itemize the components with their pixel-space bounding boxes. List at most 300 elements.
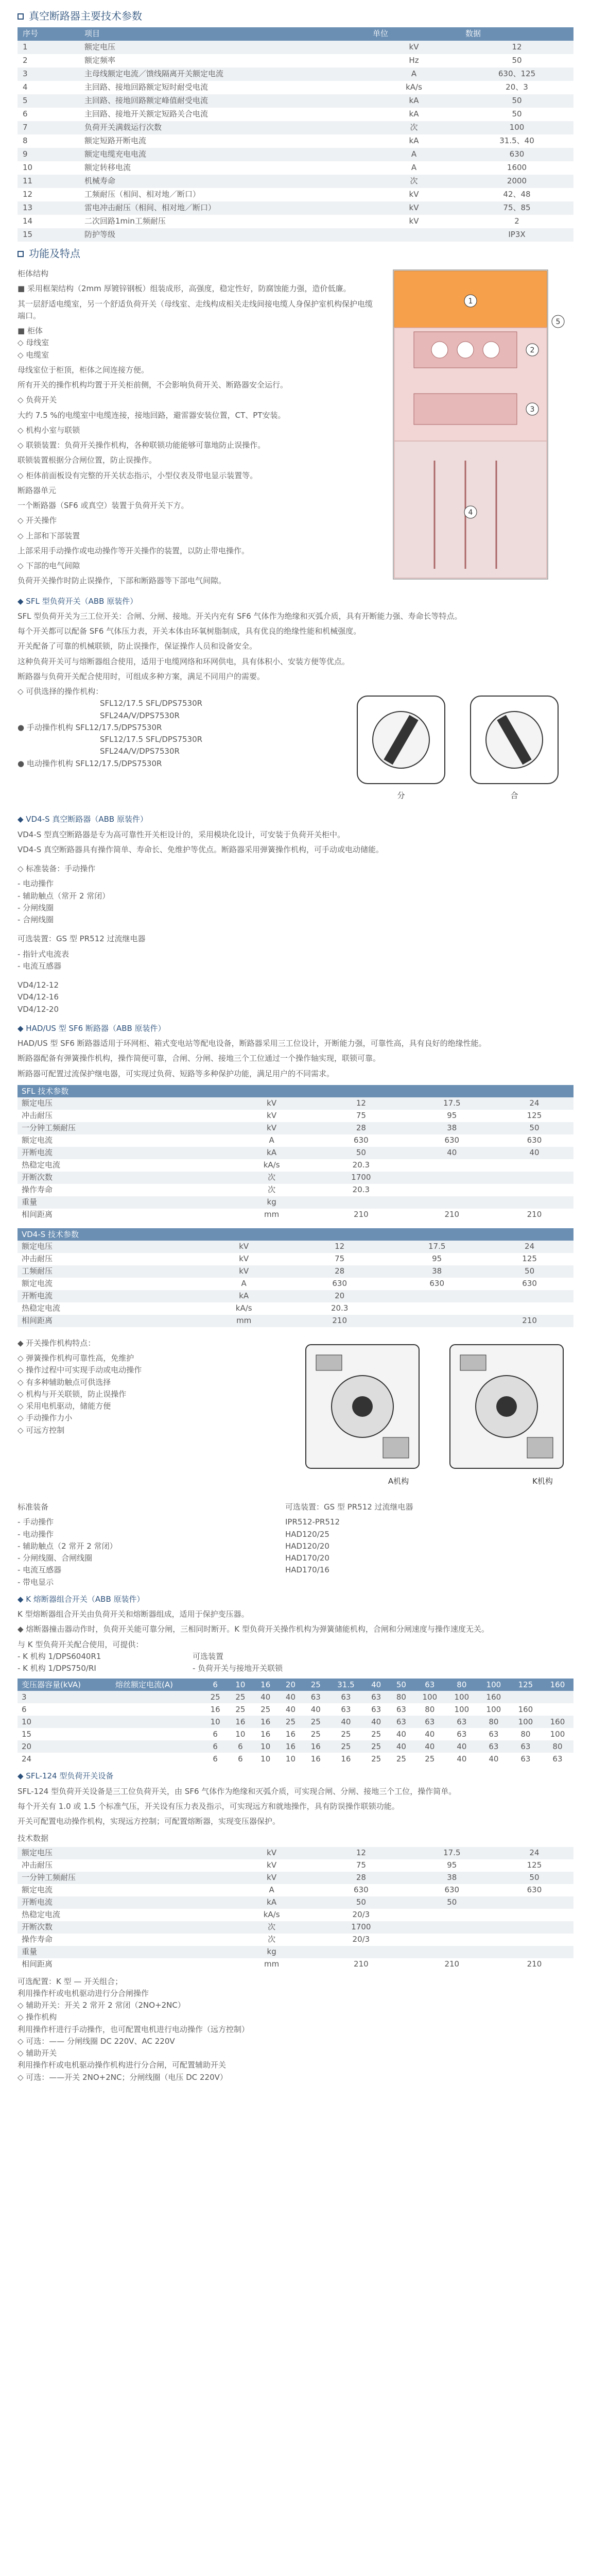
table-cell: 5: [18, 94, 79, 108]
table-cell: 630: [460, 148, 573, 161]
table-cell: 50: [314, 1896, 409, 1909]
table-cell: A: [197, 1278, 291, 1290]
table-row: [18, 188, 573, 201]
table-row: [18, 108, 573, 121]
table-cell: 25: [389, 1753, 414, 1765]
table-cell: 13: [18, 201, 79, 215]
table-cell: 额定电流: [18, 1884, 230, 1896]
table-cell: 63: [328, 1691, 364, 1703]
had-title: ◆ HAD/US 型 SF6 断路器（ABB 原装件）: [18, 1023, 166, 1033]
col-header: 100: [478, 1679, 510, 1691]
cabinet-diagram: [383, 265, 573, 590]
table-cell: [409, 1921, 495, 1934]
table-cell: 7: [18, 121, 79, 134]
table-cell: 16: [253, 1728, 278, 1740]
col-header: 项目: [79, 27, 368, 41]
table-cell: 630: [485, 1278, 573, 1290]
table-cell: [542, 1691, 573, 1703]
table-cell: 4: [18, 81, 79, 94]
table-row: [18, 1097, 573, 1110]
sfl-tech-table-block: [18, 1085, 573, 1221]
table-cell: 50: [495, 1872, 573, 1884]
table-row: [18, 1278, 573, 1290]
table-cell: 12: [291, 1241, 388, 1253]
callout-label: 3: [530, 405, 535, 414]
table-cell: 17.5: [388, 1241, 485, 1253]
switch-pole: [431, 342, 448, 358]
kfa-paragraph: ◆ 熔断器撞击器动作时，负荷开关能可靠分闸，三相同时断开。K 型负荷开关操作机构为弹簧储能机构，合闸和分闸速度与操作速度无关。: [18, 1624, 489, 1634]
kfa-paragraph: 与 K 型负荷开关配合使用，可提供：: [18, 1639, 144, 1649]
std-right: [285, 1498, 573, 1588]
feature-item: ◇ 下部的电气间隙: [18, 561, 80, 570]
table-cell: 160: [542, 1716, 573, 1728]
table-row: [18, 175, 573, 188]
table-cell: kV: [230, 1872, 314, 1884]
table-cell: 10: [278, 1753, 303, 1765]
section-title-text: 真空断路器主要技术参数: [29, 10, 142, 22]
col-header: 50: [389, 1679, 414, 1691]
std-item: HAD120/25: [285, 1529, 329, 1539]
table-cell: 630: [409, 1134, 495, 1147]
table-cell: 20、3: [460, 81, 573, 94]
table-cell: 20: [18, 1740, 203, 1753]
mech-left: [357, 696, 445, 784]
table-cell: A: [368, 161, 460, 175]
table-cell: 重量: [18, 1946, 230, 1958]
table-cell: [368, 228, 460, 242]
square-icon: [18, 251, 24, 257]
table-cell: 开断电流: [18, 1147, 230, 1159]
mech2-item: ◇ 可远方控制: [18, 1425, 65, 1435]
table-cell: 95: [409, 1859, 495, 1872]
table-cell: 相间距离: [18, 1958, 230, 1971]
table-row: [18, 94, 573, 108]
table-cell: 75、85: [460, 201, 573, 215]
kfa-item: - K 机构 1/DPS750/RI: [18, 1664, 96, 1673]
table-cell: 25: [328, 1740, 364, 1753]
sfl-paragraph: SFL 型负荷开关为三工位开关：合闸、分闸、接地。开关内充有 SF6 气体作为绝缘和灭弧介质，具有开断能力强、寿命长等特点。: [18, 611, 462, 621]
table-cell: 1700: [314, 1172, 409, 1184]
mech2-item: ◇ 机构与开关联锁，防止误操作: [18, 1389, 127, 1399]
table-cell: kA/s: [197, 1302, 291, 1315]
table-cell: 95: [409, 1110, 495, 1122]
table-cell: 冲击耐压: [18, 1110, 230, 1122]
vd4-model: VD4/12-20: [18, 1004, 59, 1014]
sfl-tech-table: [18, 1097, 573, 1221]
had-section: [18, 1023, 573, 1080]
table-cell: 160: [510, 1703, 542, 1716]
table-cell: 次: [230, 1184, 314, 1196]
table-cell: 6: [203, 1753, 228, 1765]
table-row: [18, 1691, 573, 1703]
table-cell: 1700: [314, 1921, 409, 1934]
kfa-section: [18, 1594, 573, 1675]
feature-paragraph: ■ 采用框架结构（2mm 厚镀锌钢板）组装成形，高强度，稳定性好，防腐蚀能力强，造价低廉。: [18, 284, 351, 294]
table-cell: 28: [314, 1122, 409, 1134]
section-title-features: [18, 246, 573, 262]
table-cell: 25: [253, 1703, 278, 1716]
had-paragraph: 断路器配备有弹簧操作机构，操作简便可靠，合闸、分闸、接地三个工位通过一个操作轴实现，联锁可靠。: [18, 1054, 381, 1063]
table-cell: 防护等级: [79, 228, 368, 242]
table-cell: 25: [414, 1753, 446, 1765]
section-title-text: 功能及特点: [29, 247, 80, 260]
table-cell: [495, 1896, 573, 1909]
table-row: [18, 1753, 573, 1765]
table-cell: 额定电流: [18, 1134, 230, 1147]
table-cell: 40: [446, 1753, 478, 1765]
table-cell: [409, 1934, 495, 1946]
table-cell: 20.3: [314, 1184, 409, 1196]
col-header: 变压器容量(kVA): [18, 1679, 111, 1691]
sfl-mech-block: [18, 686, 573, 808]
table-cell: 负荷开关满载运行次数: [79, 121, 368, 134]
callout-label: 5: [555, 318, 561, 326]
std-item: - 手动操作: [18, 1517, 54, 1527]
table-cell: 50: [460, 94, 573, 108]
switch-pole: [457, 342, 474, 358]
table-header-row: [18, 27, 573, 41]
table-cell: 63: [510, 1753, 542, 1765]
table-cell: 3: [18, 67, 79, 81]
vd4-model: VD4/12-12: [18, 980, 59, 990]
table-cell: 100: [446, 1691, 478, 1703]
table-cell: 相间距离: [18, 1209, 230, 1221]
table-cell: kA: [368, 134, 460, 148]
kfa-left: [18, 1651, 182, 1675]
vd4-model: VD4/12-16: [18, 992, 59, 1002]
col-header: 16: [253, 1679, 278, 1691]
table-row: [18, 1290, 573, 1302]
std-item: - 分闸线圈、合闸线圈: [18, 1553, 93, 1563]
table-cell: 次: [230, 1172, 314, 1184]
table-cell: 热稳定电流: [18, 1909, 230, 1921]
sfl-item: ● 电动操作机构 SFL12/17.5/DPS7530R: [18, 758, 162, 768]
mech-k-label: K机构: [532, 1476, 553, 1486]
table-row: [18, 1302, 573, 1315]
table-cell: A: [368, 67, 460, 81]
tail-item: ◇ 辅助开关：开关 2 常开 2 常闭（2NO+2NC）: [18, 2001, 185, 2010]
table-cell: 42、48: [460, 188, 573, 201]
table-cell: 10: [18, 161, 79, 175]
table-row: [18, 1859, 573, 1872]
table-cell: 16: [278, 1728, 303, 1740]
vd4-list-item: - 电流互感器: [18, 961, 62, 971]
table-cell: kV: [197, 1241, 291, 1253]
table-cell: 25: [328, 1728, 364, 1740]
table-cell: kA/s: [230, 1159, 314, 1172]
table-cell: [485, 1290, 573, 1302]
table-cell: 20.3: [314, 1159, 409, 1172]
feature-item: ◇ 开关操作: [18, 516, 57, 526]
tail-section: [18, 1976, 573, 2083]
table-cell: 9: [18, 148, 79, 161]
table-cell: kV: [230, 1110, 314, 1122]
col-header: 序号: [18, 27, 79, 41]
table-cell: 10: [203, 1716, 228, 1728]
col-header: 数据: [460, 27, 573, 41]
feature-item: ◇ 机构小室与联锁: [18, 425, 80, 435]
col-header: 20: [278, 1679, 303, 1691]
sfl-mech-item: SFL12/17.5 SFL/DPS7530R: [100, 735, 203, 744]
col-header: 熔丝额定电流(A): [111, 1679, 203, 1691]
table-cell: IP3X: [460, 228, 573, 242]
table-cell: 40: [363, 1716, 389, 1728]
table-cell: 40: [478, 1753, 510, 1765]
table-cell: 12: [18, 188, 79, 201]
table-cell: 25: [228, 1691, 253, 1703]
table-row: [18, 228, 573, 242]
table-cell: 工频耐压: [18, 1265, 197, 1278]
vd4-list-item: - 辅助触点（常开 2 常闭）: [18, 891, 110, 901]
table-cell: [495, 1934, 573, 1946]
table-row: [18, 201, 573, 215]
table-cell: [495, 1921, 573, 1934]
sfl24-paragraph: 开关可配置电动操作机构，实现远方控制；可配置熔断器，实现变压器保护。: [18, 1817, 281, 1826]
col-header: 10: [228, 1679, 253, 1691]
table-cell: 24: [18, 1753, 203, 1765]
table-cell: kV: [197, 1265, 291, 1278]
table-row: [18, 81, 573, 94]
table-cell: 63: [510, 1740, 542, 1753]
table-cell: 11: [18, 175, 79, 188]
table-cell: 125: [495, 1859, 573, 1872]
table-row: [18, 1921, 573, 1934]
table-cell: 630、125: [460, 67, 573, 81]
table-cell: kg: [230, 1946, 314, 1958]
table-cell: kA: [230, 1896, 314, 1909]
vd4-item: ◇ 标准装备：手动操作: [18, 864, 96, 874]
table-cell: 16: [328, 1753, 364, 1765]
table-row: [18, 67, 573, 81]
table-cell: 额定电压: [18, 1097, 230, 1110]
table-row: [18, 1703, 573, 1716]
table-cell: [388, 1290, 485, 1302]
table-cell: 63: [446, 1728, 478, 1740]
table-cell: 24: [495, 1847, 573, 1859]
table-row: [18, 1134, 573, 1147]
table-cell: 8: [18, 134, 79, 148]
col-header: 80: [446, 1679, 478, 1691]
table-cell: kV: [368, 41, 460, 54]
sfl-item: ● 手动操作机构 SFL12/17.5/DPS7530R: [18, 722, 162, 732]
table-cell: 6: [228, 1753, 253, 1765]
table-cell: 63: [446, 1716, 478, 1728]
table-cell: 63: [389, 1716, 414, 1728]
table-cell: 100: [542, 1728, 573, 1740]
tail-paragraph: 利用操作杆或电机驱动进行分合闸操作: [18, 1988, 149, 1998]
t4-heading: [18, 1833, 573, 1844]
table-cell: 75: [314, 1859, 409, 1872]
vd4-tech-table: [18, 1241, 573, 1327]
table-row: [18, 1872, 573, 1884]
mech-a-label: A机构: [388, 1476, 409, 1486]
table-cell: 630: [409, 1884, 495, 1896]
table-cell: [409, 1159, 495, 1172]
table-row: [18, 1253, 573, 1265]
vd4-title: ◆ VD4-S 真空断路器（ABB 原装件）: [18, 815, 148, 824]
table-cell: 6: [228, 1740, 253, 1753]
table-cell: kA: [230, 1147, 314, 1159]
table-cell: 操作寿命: [18, 1184, 230, 1196]
table-row: [18, 1958, 573, 1971]
table-cell: 2: [18, 54, 79, 67]
table-row: [18, 1315, 573, 1327]
std-item: HAD170/16: [285, 1565, 329, 1575]
table-cell: mm: [230, 1958, 314, 1971]
table-cell: 次: [368, 175, 460, 188]
col-header: 6: [203, 1679, 228, 1691]
table-cell: 210: [314, 1958, 409, 1971]
col-header: 25: [303, 1679, 328, 1691]
table-cell: 40: [446, 1740, 478, 1753]
table-cell: 开断次数: [18, 1172, 230, 1184]
sfl24-paragraph: SFL-124 型负荷开关设备是三工位负荷开关，由 SF6 气体作为绝缘和灭弧介质，可实现合闸、分闸、接地三个工位，操作简单。: [18, 1786, 457, 1796]
table-cell: 63: [414, 1716, 446, 1728]
table-cell: 50: [485, 1265, 573, 1278]
table-cell: 25: [303, 1716, 328, 1728]
features-text: [18, 265, 373, 590]
table-cell: 10: [253, 1753, 278, 1765]
table-cell: 10: [253, 1740, 278, 1753]
tail-paragraph: 可选配置：K 型 — 开关组合；: [18, 1976, 123, 1986]
table-row: [18, 41, 573, 54]
table-cell: kV: [368, 188, 460, 201]
table-cell: kA: [368, 108, 460, 121]
table-cell: 80: [510, 1728, 542, 1740]
table-cell: [485, 1302, 573, 1315]
table-cell: [495, 1946, 573, 1958]
table-cell: 热稳定电流: [18, 1302, 197, 1315]
table-cell: 6: [203, 1728, 228, 1740]
vd4-paragraph: VD4-S 型真空断路器是专为高可靠性开关柜设计的，采用模块化设计，可安装于负荷开关柜中。: [18, 829, 345, 839]
table-cell: 工频耐压（相间、相对地／断口）: [79, 188, 368, 201]
table-cell: [409, 1184, 495, 1196]
table-cell: kV: [368, 215, 460, 228]
tail-item: ◇ 可选：——开关 2NO+2NC；分闸线圈（电压 DC 220V）: [18, 2072, 228, 2082]
table-cell: 210: [495, 1209, 573, 1221]
table-cell: [542, 1703, 573, 1716]
table-cell: [409, 1172, 495, 1184]
sfl-paragraph: 每个开关都可以配备 SF6 气体压力表，开关本体由环氧树脂制成，具有优良的绝缘性能和机械强度。: [18, 626, 361, 636]
mech2-figure: [296, 1334, 573, 1493]
table-cell: 16: [253, 1716, 278, 1728]
table-cell: kA/s: [368, 81, 460, 94]
std-item: - 辅助触点（2 常开 2 常闭）: [18, 1541, 117, 1551]
table-cell: 40: [389, 1740, 414, 1753]
mech2-svg: [296, 1334, 573, 1489]
table-cell: 24: [495, 1097, 573, 1110]
vd4-list-item: - 指针式电流表: [18, 949, 69, 959]
kfa-paragraph: K 型熔断器组合开关由负荷开关和熔断器组成，适用于保护变压器。: [18, 1609, 249, 1619]
table-cell: 63: [542, 1753, 573, 1765]
table-cell: mm: [197, 1315, 291, 1327]
feature-paragraph: 其一层舒适电缆室，另一个舒适负荷开关（母线室、走线构成相关走线间接电缆人身保护室机构保护电缆端口。: [18, 299, 373, 320]
table-cell: 24: [485, 1241, 573, 1253]
mech2-item: ◇ 手动操作力小: [18, 1413, 73, 1423]
table-cell: 额定电压: [79, 41, 368, 54]
sfl-item: ◇ 可供选择的操作机构：: [18, 687, 103, 696]
table-caption: SFL 技术参数: [18, 1085, 573, 1097]
sfl-section: [18, 596, 573, 683]
table-cell: kA/s: [230, 1909, 314, 1921]
table-cell: 16: [228, 1716, 253, 1728]
vd4-item: 可选装置：GS 型 PR512 过流继电器: [18, 934, 146, 944]
vd4-list-item: - 分闸线圈: [18, 903, 54, 912]
table-row: [18, 1909, 573, 1921]
mech-right: [471, 696, 558, 784]
table-row: [18, 161, 573, 175]
mech2-item: ◇ 弹簧操作机构可靠性高，免维护: [18, 1353, 134, 1363]
table-cell: 40: [303, 1703, 328, 1716]
std-item: HAD170/20: [285, 1553, 329, 1563]
table-cell: 二次回路1min工频耐压: [79, 215, 368, 228]
table-cell: 40: [414, 1728, 446, 1740]
table-cell: 主回路、接地回路额定峰值耐受电流: [79, 94, 368, 108]
table-cell: 80: [414, 1703, 446, 1716]
table-cell: 额定频率: [79, 54, 368, 67]
section-title-params: [18, 8, 573, 24]
feature-paragraph: 大约 7.5 %的电缆室中电缆连接，接地回路，避雷器安装位置，CT、PT安装。: [18, 410, 286, 420]
table-cell: 6: [18, 1703, 203, 1716]
table-row: [18, 1740, 573, 1753]
t4-title: 技术数据: [18, 1834, 49, 1843]
breaker-body: [414, 394, 517, 425]
table-cell: 2000: [460, 175, 573, 188]
params-table: [18, 27, 573, 242]
table-cell: 重量: [18, 1196, 230, 1209]
table-cell: kg: [230, 1196, 314, 1209]
table-row: [18, 148, 573, 161]
table-cell: 一分钟工频耐压: [18, 1872, 230, 1884]
table-cell: 16: [303, 1740, 328, 1753]
table-cell: kV: [368, 201, 460, 215]
table-row: [18, 1196, 573, 1209]
table-row: [18, 1110, 573, 1122]
feature-item: ◇ 母线室: [18, 338, 49, 348]
mech2-text: [18, 1334, 285, 1493]
col-header: 单位: [368, 27, 460, 41]
callout-label: 4: [468, 509, 473, 517]
table-row: [18, 215, 573, 228]
table-cell: 100: [510, 1716, 542, 1728]
feature-item: ◇ 电缆室: [18, 350, 49, 360]
table-cell: [495, 1184, 573, 1196]
table-row: [18, 1884, 573, 1896]
table-cell: 50: [314, 1147, 409, 1159]
table-cell: kV: [230, 1847, 314, 1859]
col-header: 63: [414, 1679, 446, 1691]
t4-table: [18, 1847, 573, 1971]
table-cell: 操作寿命: [18, 1934, 230, 1946]
table-cell: A: [230, 1134, 314, 1147]
std-item: IPR512-PR512: [285, 1517, 340, 1527]
sfl24-section: [18, 1770, 573, 1827]
table-cell: 63: [363, 1691, 389, 1703]
table-cell: kA: [197, 1290, 291, 1302]
table-cell: 机械寿命: [79, 175, 368, 188]
std-item: - 电流互感器: [18, 1565, 62, 1575]
sfl-mech-item: SFL24A/V/DPS7530R: [100, 710, 180, 720]
sfl-mech-item: SFL24A/V/DPS7530R: [100, 747, 180, 756]
table-cell: 100: [460, 121, 573, 134]
feature-paragraph: ◇ 柜体前面板设有完整的开关状态指示，小型仪表及带电显示装置等。: [18, 470, 258, 480]
table-cell: 63: [303, 1691, 328, 1703]
table-cell: 80: [542, 1740, 573, 1753]
table-cell: 630: [495, 1134, 573, 1147]
table-cell: [388, 1302, 485, 1315]
table-cell: 28: [314, 1872, 409, 1884]
table-cell: 25: [363, 1753, 389, 1765]
